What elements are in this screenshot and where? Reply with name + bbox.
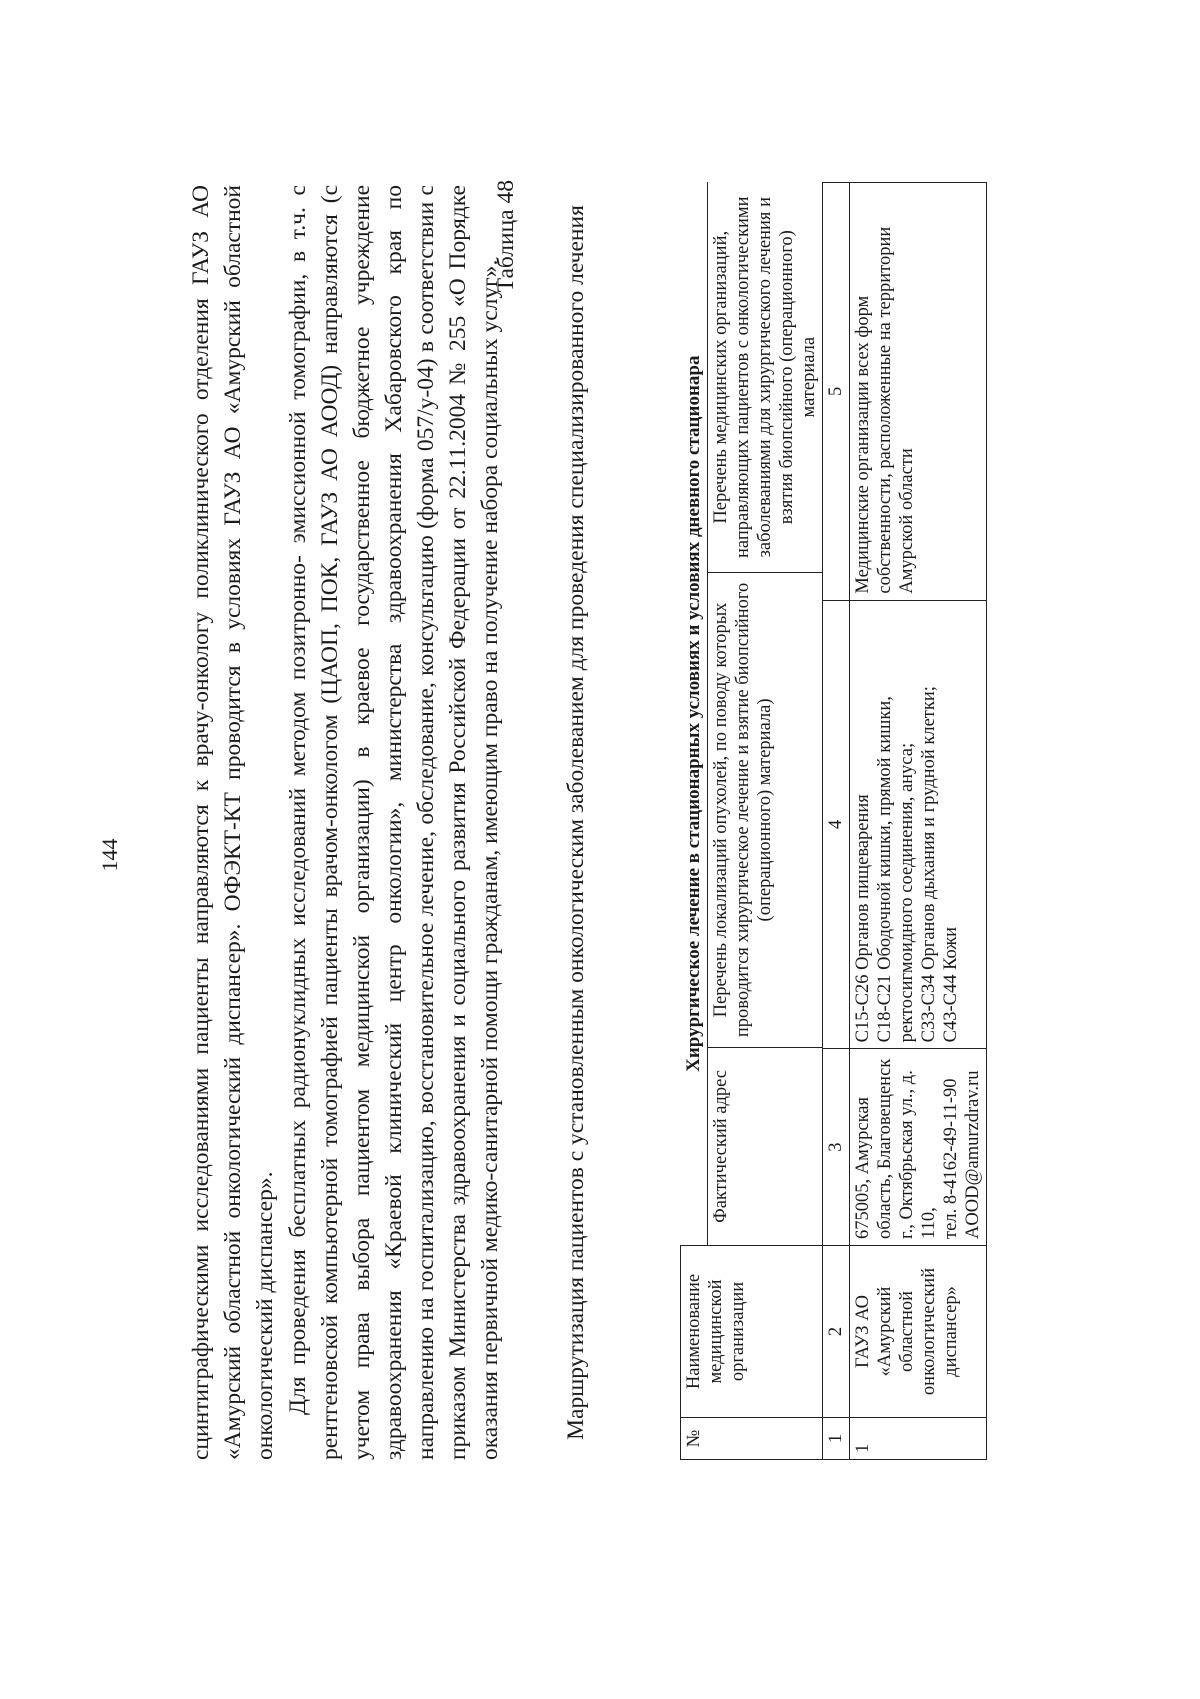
column-number: 1 <box>822 1418 849 1460</box>
org-name-cell: ГАУЗ АО «Амурский областной онкологический диспансер» <box>849 1245 986 1417</box>
email-text: AOOD@amurzdrav.ru <box>962 1070 983 1239</box>
paragraph-pet-ct: Для проведения бесплатных радионуклидных исследований методом позитронно- эмиссионной томографии, в т.ч. с рентгеновской компьютерной томографией пациенты врачом-онкологом (ЦАОП, ПОК, ГАУЗ АО АООД) направляются (с учетом права выбора пациентом медицинской организации) в краевое государственное бюджетное учреждение здравоохранения «Краевой клинический центр онкологии», министерства здравоохранения Хабаровского края по направлению на госпитализацию, восстановительное лечение, обследование, консультацию (форма 057/у-04) в соответствии с приказом Министерства здравоохранения и социального развития Российской Федерации от 22.11.2004 № 255 «О Порядке оказания первичной медико-санитарной помощи гражданам, имеющим право на получение набора социальных услуг». <box>285 185 503 1460</box>
address-text: 675005, Амурская область, Благовещенск г., Октябрьская ул., д. 110, <box>852 1058 939 1239</box>
header-subtable <box>681 183 822 1245</box>
localization-item: С15-С26 Органов пищеварения <box>852 794 873 1043</box>
rotated-page <box>0 90 1200 1610</box>
table-label: Таблица 48 <box>493 180 519 293</box>
address-cell <box>849 1049 986 1246</box>
header-org-name: Наименование медицинской организации <box>681 1245 823 1417</box>
routing-title: Маршрутизация пациентов с установленным онкологическим заболеванием для проведения специализированного лечения <box>563 205 589 1440</box>
table-header-row <box>681 183 823 1460</box>
section-title: Хирургическое лечение в стационарных условиях и условиях дневного стационара <box>681 183 708 1245</box>
localization-item: С43-С44 Кожи <box>940 926 961 1043</box>
table-row <box>849 183 986 1460</box>
row-number: 1 <box>849 1418 986 1460</box>
localizations-cell <box>849 600 986 1049</box>
header-address: Фактический адрес <box>707 1047 822 1245</box>
routing-table <box>680 182 987 1460</box>
referring-orgs-cell: Медицинские организации всех форм собственности, расположенные на территории Амурской области <box>849 183 986 601</box>
header-number: № <box>681 1418 823 1460</box>
localization-item: С33-С34 Органов дыхания и грудной клетки; <box>918 686 939 1043</box>
column-number: 4 <box>822 600 849 1049</box>
page-number: 144 <box>97 838 122 872</box>
column-number-row <box>822 183 849 1460</box>
column-number: 3 <box>822 1049 849 1246</box>
paragraph-scintigraphy: сцинтиграфическими исследованиями пациенты направляются к врачу-онкологу поликлинического отделения ГАУЗ АО «Амурский областной онкологический диспансер». ОФЭКТ-КТ проводится в условиях ГАУЗ АО «Амурский областной онкологический диспансер». <box>188 185 278 1460</box>
localization-item: С18-С21 Ободочной кишки, прямой кишки, ректосигмоидного соединения, ануса; <box>874 696 917 1043</box>
phone-text: тел. 8-4162-49-11-90 <box>940 1078 961 1239</box>
header-referring-orgs: Перечень медицинских организаций, направляющих пациентов с онкологическими заболеваниями для хирургического лечения и взятия биопсийного (операционного) материала <box>707 183 822 573</box>
column-number: 2 <box>822 1245 849 1417</box>
header-localizations: Перечень локализаций опухолей, по поводу которых проводится хирургическое лечение и взятие биопсийного (операционного) материала) <box>707 572 822 1047</box>
header-right-group <box>681 183 823 1246</box>
column-number: 5 <box>822 183 849 601</box>
